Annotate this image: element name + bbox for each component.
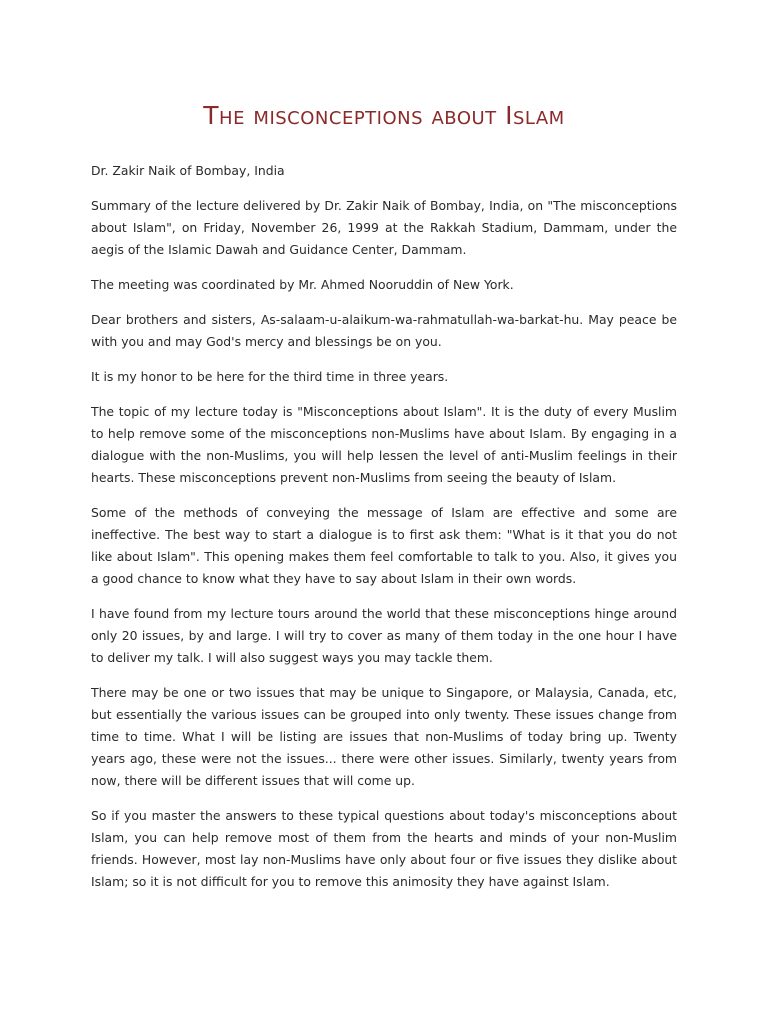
paragraph-master-answers: So if you master the answers to these typical questions about today's misconceptions about Islam, you can help remove most of them from the hearts and minds of your non-Muslim friends. However, most lay non-Muslims have only about four or five issues they dislike about Islam; so it is not difficult for you to remove this animosity they have against Islam.: [91, 808, 677, 889]
paragraph-honor: It is my honor to be here for the third time in three years.: [91, 369, 449, 384]
paragraph-issues: There may be one or two issues that may be unique to Singapore, or Malaysia, Canada, etc, but essentially the various issues can be grouped into only twenty. These issues change from time to time. What I will be listing are issues that non-Muslims of today bring up. Twenty years ago, these were not the issues... there were other issues. Similarly, twenty years from now, there will be different issues that will come up.: [91, 685, 677, 788]
author-line: Dr. Zakir Naik of Bombay, India: [91, 163, 285, 178]
paragraph-topic: The topic of my lecture today is "Misconceptions about Islam". It is the duty of every Muslim to help remove some of the misconceptions non-Muslims have about Islam. By engaging in a dialogue with the non-Muslims, you will help lessen the level of anti-Muslim feelings in their hearts. These misconceptions prevent non-Muslims from seeing the beauty of Islam.: [91, 404, 677, 485]
paragraph-coordinator: The meeting was coordinated by Mr. Ahmed Nooruddin of New York.: [91, 277, 514, 292]
paragraph-methods: Some of the methods of conveying the message of Islam are effective and some are ineffective. The best way to start a dialogue is to first ask them: "What is it that you do not like about Islam". This opening makes them feel comfortable to talk to you. Also, it gives you a good chance to know what they have to say about Islam in their own words.: [91, 505, 677, 586]
paragraph-greeting: Dear brothers and sisters, As-salaam-u-alaikum-wa-rahmatullah-wa-barkat-hu. May peace be with you and may God's mercy and blessings be on you.: [91, 312, 677, 349]
paragraph-summary: Summary of the lecture delivered by Dr. Zakir Naik of Bombay, India, on "The misconceptions about Islam", on Friday, November 26, 1999 at the Rakkah Stadium, Dammam, under the aegis of the Islamic Dawah and Guidance Center, Dammam.: [91, 198, 677, 257]
paragraph-lecture-tours: I have found from my lecture tours around the world that these misconceptions hinge around only 20 issues, by and large. I will try to cover as many of them today in the one hour I have to deliver my talk. I will also suggest ways you may tackle them.: [91, 606, 677, 665]
document-title: The misconceptions about Islam: [203, 101, 565, 130]
